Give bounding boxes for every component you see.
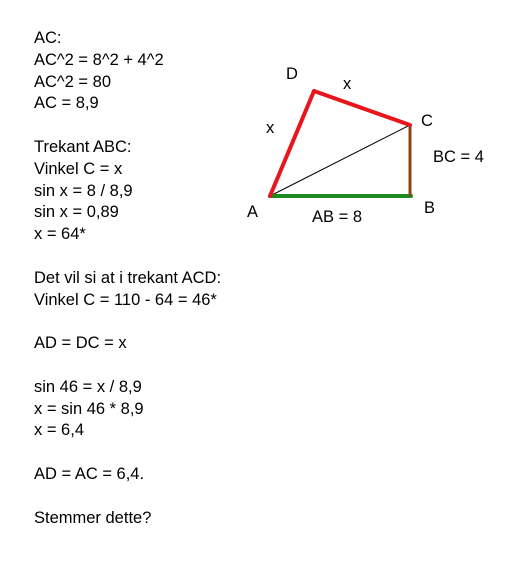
text-line: sin x = 8 / 8,9: [34, 181, 133, 200]
diagonal-ac: [270, 125, 410, 196]
vertex-label-a: A: [247, 203, 259, 221]
vertex-label-b: B: [424, 199, 436, 217]
text-line: sin x = 0,89: [34, 203, 119, 222]
text-line: sin 46 = x / 8,9: [34, 377, 142, 396]
text-line: AC:: [34, 29, 62, 47]
side-label-dc: x: [343, 75, 352, 93]
vertex-label-d: D: [286, 65, 298, 83]
text-line: AC^2 = 8^2 + 4^2: [34, 50, 164, 69]
text-line: x = sin 46 * 8,9: [34, 399, 144, 418]
side-label-ad: x: [266, 119, 275, 137]
text-line: AD = AC = 6,4.: [34, 464, 145, 483]
side-label-ab: AB = 8: [312, 208, 362, 226]
text-line: AC = 8,9: [34, 94, 99, 113]
text-line: x = 6,4: [34, 421, 84, 440]
text-line: Det vil si at i trekant ACD:: [34, 268, 222, 287]
side-label-bc: BC = 4: [433, 148, 484, 166]
side-ad: [270, 91, 314, 196]
text-line: AC^2 = 80: [34, 72, 111, 91]
text-line: Stemmer dette?: [34, 508, 152, 527]
vertex-label-c: C: [421, 112, 433, 130]
text-line: Vinkel C = 110 - 64 = 46*: [34, 290, 217, 309]
text-line: Vinkel C = x: [34, 159, 123, 178]
text-line: Trekant ABC:: [34, 137, 132, 156]
text-line: x = 64*: [34, 225, 86, 244]
side-dc: [314, 91, 410, 125]
text-line: AD = DC = x: [34, 334, 127, 353]
